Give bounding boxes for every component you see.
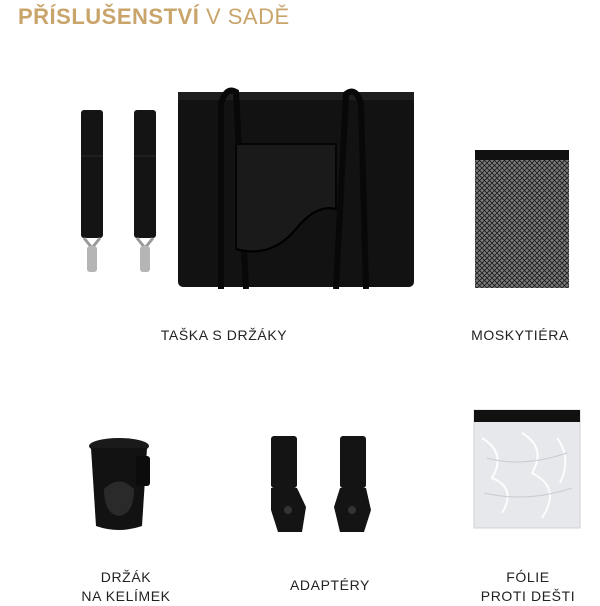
bag-with-straps-icon	[176, 84, 416, 289]
label-rain-cover: FÓLIE PROTI DEŠTI	[480, 569, 576, 604]
title-strong: PŘÍSLUŠENSTVÍ	[18, 4, 200, 29]
mosquito-net-image	[472, 148, 572, 290]
strap-clips-icon	[76, 106, 166, 281]
adapters-image	[266, 432, 376, 537]
rain-cover-icon	[472, 408, 582, 530]
bag-image	[176, 84, 416, 289]
label-adapters: ADAPTÉRY	[289, 577, 370, 593]
mosquito-net-icon	[472, 148, 572, 290]
cup-holder-icon	[86, 434, 156, 534]
title-light: V SADĚ	[205, 4, 290, 29]
label-mosquito-net: MOSKYTIÉRA	[471, 327, 569, 343]
label-bag: TAŠKA S DRŽÁKY	[160, 327, 288, 343]
stroller-straps-image	[76, 106, 166, 281]
page-title	[18, 4, 290, 30]
adapters-icon	[266, 432, 376, 537]
cup-holder-image	[86, 434, 156, 534]
label-cup-holder: DRŽÁK NA KELÍMEK	[81, 569, 171, 604]
rain-cover-image	[472, 408, 582, 530]
